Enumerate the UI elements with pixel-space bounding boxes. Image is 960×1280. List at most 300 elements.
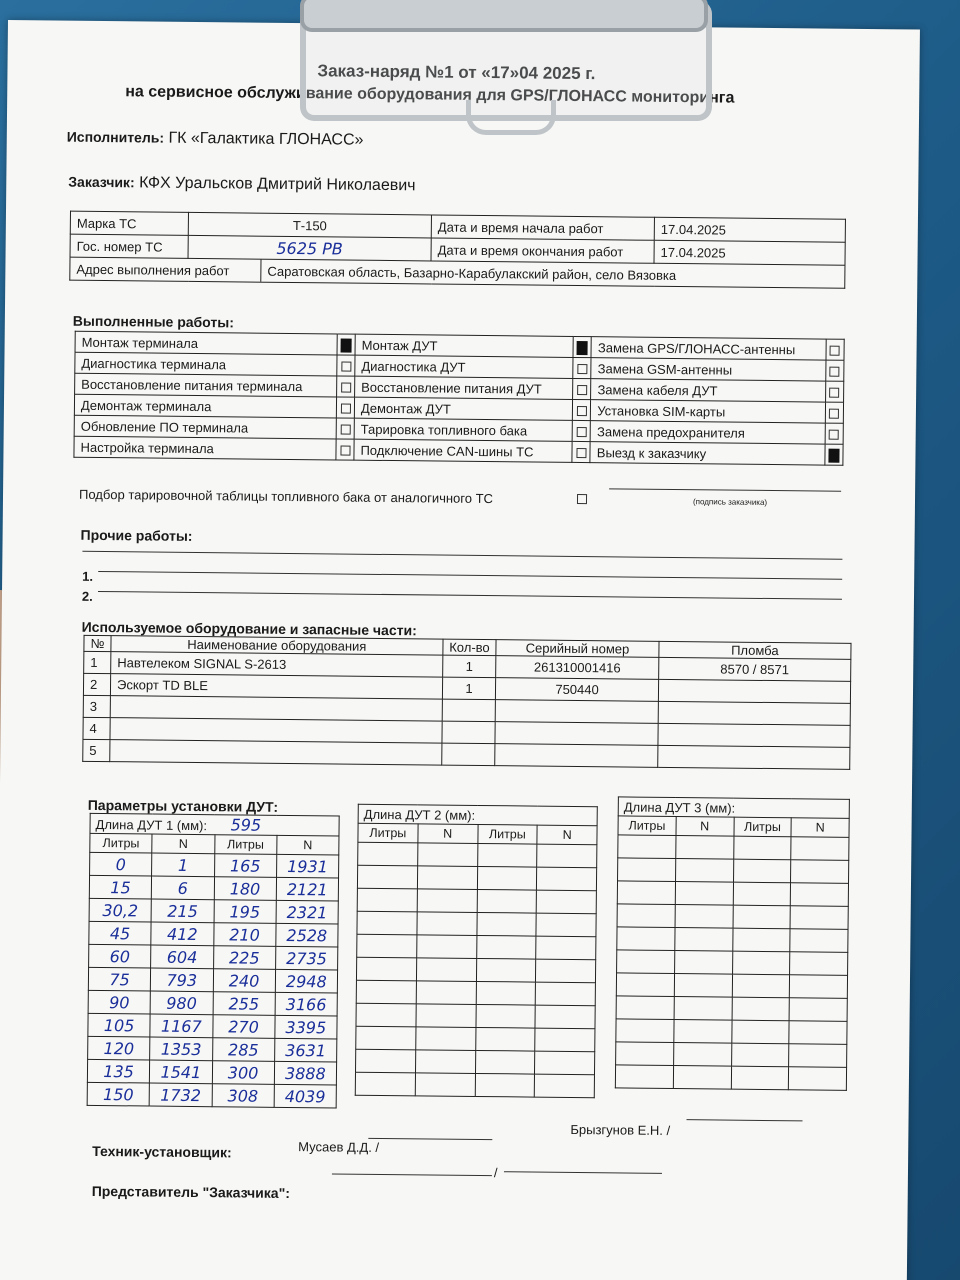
dut3-cell bbox=[731, 1066, 789, 1090]
dut1-cell: 270 bbox=[212, 1015, 274, 1039]
dut1-cell: 1 bbox=[152, 853, 214, 877]
equipment-cell: 261310001416 bbox=[496, 656, 659, 680]
work-item-label: Подключение CAN-шины ТС bbox=[360, 442, 534, 460]
equipment-cell bbox=[658, 679, 850, 703]
dut1-cell: 255 bbox=[213, 992, 275, 1016]
work-item-label: Восстановление питания ДУТ bbox=[361, 379, 542, 397]
equipment-cell: 3 bbox=[83, 695, 110, 717]
start-label: Дата и время начала работ bbox=[431, 215, 654, 240]
dut2-cell bbox=[535, 1074, 595, 1098]
works-table bbox=[73, 331, 844, 466]
dut2-col-n-2: N bbox=[537, 825, 597, 845]
clip-bar bbox=[300, 0, 708, 32]
dut3-cell bbox=[675, 859, 733, 883]
dut3-cell bbox=[617, 927, 675, 951]
work-item bbox=[591, 400, 826, 423]
work-checkbox-cell bbox=[825, 423, 843, 444]
work-item bbox=[75, 331, 337, 355]
dut1-row bbox=[89, 898, 338, 924]
dut2-cell bbox=[357, 888, 417, 912]
work-item-label: Замена кабеля ДУТ bbox=[597, 381, 718, 398]
dut1-cell: 150 bbox=[87, 1082, 149, 1106]
clip-tongue bbox=[466, 100, 556, 135]
equipment-column-header: Кол-во bbox=[443, 639, 497, 656]
dut3-row bbox=[617, 927, 848, 952]
dut3-cell bbox=[732, 951, 790, 975]
dut2-row bbox=[357, 888, 596, 914]
dut2-row bbox=[356, 1049, 595, 1075]
work-item bbox=[354, 397, 573, 420]
work-item bbox=[74, 415, 336, 439]
dut2-cell bbox=[536, 913, 596, 937]
end-label: Дата и время окончания работ bbox=[431, 238, 654, 263]
dut3-row bbox=[618, 858, 849, 883]
dut1-cell: 2948 bbox=[275, 969, 337, 993]
equipment-cell bbox=[495, 700, 658, 724]
dut2-cell bbox=[476, 935, 536, 959]
work-checkbox-cell bbox=[826, 339, 844, 360]
dut2-cell bbox=[476, 912, 536, 936]
dut3-cell bbox=[618, 835, 676, 859]
dut1-cell: 6 bbox=[152, 876, 214, 900]
work-item bbox=[355, 334, 574, 357]
work-item-label: Диагностика ДУТ bbox=[361, 358, 466, 375]
dut3-row bbox=[618, 835, 849, 860]
dut1-cell: 3888 bbox=[274, 1061, 336, 1085]
dut1-cell: 225 bbox=[213, 946, 275, 970]
checkbox-unchecked[interactable] bbox=[341, 362, 351, 372]
work-checkbox-cell bbox=[336, 439, 354, 460]
dut3-row bbox=[617, 881, 848, 906]
dut2-cell bbox=[475, 1073, 535, 1097]
dut1-row bbox=[88, 1036, 337, 1062]
dut2-cell bbox=[357, 911, 417, 935]
dut1-cell: 210 bbox=[213, 923, 275, 947]
customer-rep-label: Представитель "Заказчика": bbox=[91, 1182, 291, 1202]
dut3-col-n-2: N bbox=[791, 818, 849, 838]
work-item bbox=[355, 376, 574, 399]
dut2-cell bbox=[416, 958, 476, 982]
dut3-cell bbox=[731, 1043, 789, 1067]
dut2-row bbox=[356, 1003, 595, 1029]
dut1-label: Длина ДУТ 1 (мм): bbox=[95, 816, 208, 834]
dut2-cell bbox=[477, 866, 537, 890]
work-item-label: Замена GSM-антенны bbox=[597, 360, 733, 378]
technician-line bbox=[368, 1138, 492, 1140]
document-title: Заказ-наряд №1 от «17»04 2025 г. bbox=[317, 61, 596, 84]
dut1-caption bbox=[90, 813, 339, 836]
equipment-cell: 5 bbox=[83, 739, 110, 761]
dut2-row bbox=[357, 911, 596, 937]
customer-value: КФХ Уральсков Дмитрий Николаевич bbox=[139, 174, 416, 195]
dut1-cell: 300 bbox=[212, 1061, 274, 1085]
start-value: 17.04.2025 bbox=[654, 217, 845, 242]
dut3-cell bbox=[615, 1065, 673, 1089]
work-checkbox-cell bbox=[826, 360, 844, 381]
dut2-col-liters: Литры bbox=[358, 823, 418, 843]
signature-caption: (подпись заказчика) bbox=[692, 497, 768, 507]
dut3-cell bbox=[674, 997, 732, 1021]
dut2-cell bbox=[476, 981, 536, 1005]
dut1-row bbox=[89, 944, 338, 970]
checkbox-unchecked[interactable] bbox=[341, 383, 351, 393]
dut3-cell bbox=[790, 975, 848, 999]
dut2-col-n: N bbox=[418, 824, 478, 844]
dut2-row bbox=[356, 957, 595, 983]
tank-table-label: Подбор тарировочной таблицы топливного бака от аналогичного ТС bbox=[78, 486, 494, 507]
work-item bbox=[74, 436, 336, 460]
dut3-cell bbox=[789, 1044, 847, 1068]
work-item-label: Восстановление питания терминала bbox=[81, 376, 303, 394]
work-checkbox-cell bbox=[336, 397, 354, 418]
work-item bbox=[591, 379, 826, 402]
equipment-cell: 1 bbox=[442, 655, 496, 678]
dut3-cell bbox=[675, 928, 733, 952]
dut2-cell bbox=[416, 981, 476, 1005]
dut2-cell bbox=[536, 959, 596, 983]
dut3-cell bbox=[676, 836, 734, 860]
dut2-row bbox=[357, 934, 596, 960]
executor-row bbox=[67, 129, 364, 150]
second-signer-name: Брызгунов Е.Н. / bbox=[570, 1121, 671, 1138]
other-item-2: 2. bbox=[81, 588, 93, 604]
dut3-cell bbox=[733, 859, 791, 883]
dut2-cell bbox=[416, 935, 476, 959]
work-item-label: Замена GPS/ГЛОНАСС-антенны bbox=[597, 339, 796, 357]
equipment-column-header: Серийный номер bbox=[496, 640, 659, 658]
dut1-cell: 4039 bbox=[274, 1084, 336, 1108]
dut3-row bbox=[615, 1065, 846, 1090]
dut3-label: Длина ДУТ 3 (мм): bbox=[618, 797, 849, 818]
clipboard-clip bbox=[300, 0, 712, 121]
work-item-label: Демонтаж ДУТ bbox=[360, 400, 451, 417]
dut2-cell bbox=[358, 842, 418, 866]
dut3-cell bbox=[732, 997, 790, 1021]
address-value: Саратовская область, Базарно-Карабулакский район, село Вязовка bbox=[267, 263, 677, 283]
dut3-cell bbox=[618, 858, 676, 882]
work-checkbox-cell bbox=[825, 402, 843, 423]
work-item-label: Выезд к заказчику bbox=[596, 444, 707, 461]
dut3-cell bbox=[732, 974, 790, 998]
dut3-cell bbox=[617, 950, 675, 974]
dut1-cell: 3631 bbox=[274, 1038, 336, 1062]
tank-table-checkbox[interactable] bbox=[577, 494, 587, 504]
checkbox-unchecked[interactable] bbox=[829, 409, 839, 419]
dut3-row bbox=[616, 973, 847, 998]
dut3-cell bbox=[616, 996, 674, 1020]
customer-signature-line bbox=[609, 488, 841, 491]
checkbox-unchecked[interactable] bbox=[340, 446, 350, 456]
work-item bbox=[74, 394, 336, 418]
dut3-col-liters: Литры bbox=[618, 816, 676, 836]
plate-value: 5625 РВ bbox=[188, 235, 431, 261]
dut2-cell bbox=[475, 1027, 535, 1051]
dut2-cell bbox=[415, 1050, 475, 1074]
dut3-col-n: N bbox=[676, 817, 734, 837]
dut1-cell: 1167 bbox=[150, 1014, 212, 1038]
work-item bbox=[75, 373, 337, 397]
checkbox-unchecked[interactable] bbox=[340, 425, 350, 435]
dut1-cell: 105 bbox=[88, 1013, 150, 1037]
other-heading: Прочие работы: bbox=[80, 526, 193, 544]
dut1-cell: 1931 bbox=[276, 854, 338, 878]
dut3-cell bbox=[675, 905, 733, 929]
equipment-cell: 750440 bbox=[496, 678, 659, 702]
checkbox-unchecked[interactable] bbox=[829, 430, 839, 440]
dut2-cell bbox=[417, 912, 477, 936]
dut2-row bbox=[356, 980, 595, 1006]
dut3-cell bbox=[617, 881, 675, 905]
dut1-cell: 2121 bbox=[276, 877, 338, 901]
work-checkbox-cell bbox=[336, 418, 354, 439]
work-item-label: Настройка терминала bbox=[80, 439, 214, 456]
dut3-cell bbox=[789, 1021, 847, 1045]
work-item bbox=[590, 442, 825, 465]
dut1-row bbox=[88, 967, 337, 993]
work-item-label: Обновление ПО терминала bbox=[80, 418, 249, 436]
dut2-row bbox=[355, 1072, 594, 1098]
dut1-cell: 1541 bbox=[150, 1060, 212, 1084]
dut2-label: Длина ДУТ 2 (мм): bbox=[358, 804, 597, 826]
dut2-cell bbox=[356, 957, 416, 981]
plate-label: Гос. номер ТС bbox=[70, 234, 188, 258]
equipment-cell bbox=[442, 721, 496, 744]
dut1-cell: 285 bbox=[212, 1038, 274, 1062]
dut2-cell bbox=[356, 1049, 416, 1073]
dut3-cell bbox=[733, 836, 791, 860]
equipment-column-header: Пломба bbox=[659, 641, 851, 659]
checkbox-checked[interactable] bbox=[828, 448, 839, 462]
work-item bbox=[591, 337, 826, 360]
dut2-cell bbox=[475, 1050, 535, 1074]
dut1-row bbox=[87, 1059, 336, 1085]
dut3-cell bbox=[789, 1067, 847, 1091]
dut1-row bbox=[87, 1082, 336, 1108]
dut1-cell: 3166 bbox=[275, 992, 337, 1016]
dut1-table bbox=[87, 813, 340, 1109]
executor-label: Исполнитель: bbox=[66, 128, 165, 146]
checkbox-unchecked[interactable] bbox=[830, 367, 840, 377]
dut1-row bbox=[90, 852, 339, 878]
dut2-cell bbox=[477, 843, 537, 867]
work-item-label: Демонтаж терминала bbox=[80, 397, 212, 414]
dut3-cell bbox=[791, 860, 849, 884]
dut2-cell bbox=[475, 1004, 535, 1028]
dut3-cell bbox=[791, 883, 849, 907]
dut1-cell: 45 bbox=[89, 921, 151, 945]
brand-value: Т-150 bbox=[188, 212, 431, 238]
other-line-1 bbox=[98, 571, 842, 580]
equipment-cell bbox=[658, 701, 850, 725]
work-item bbox=[591, 358, 826, 381]
dut1-cell: 3395 bbox=[275, 1015, 337, 1039]
dut1-cell: 1353 bbox=[150, 1037, 212, 1061]
checkbox-unchecked[interactable] bbox=[577, 427, 587, 437]
dut2-cell bbox=[535, 1051, 595, 1075]
dut1-cell: 604 bbox=[151, 945, 213, 969]
checkbox-unchecked[interactable] bbox=[830, 388, 840, 398]
dut1-col-liters-2: Литры bbox=[214, 835, 276, 855]
dut1-cell: 793 bbox=[151, 968, 213, 992]
dut1-cell: 135 bbox=[87, 1059, 149, 1083]
dut2-cell bbox=[357, 934, 417, 958]
brand-label: Марка ТС bbox=[70, 211, 188, 235]
work-checkbox-cell bbox=[573, 336, 591, 357]
equipment-cell bbox=[110, 740, 442, 765]
checkbox-unchecked[interactable] bbox=[577, 385, 587, 395]
customer-rep-line-1 bbox=[332, 1173, 492, 1176]
dut2-table bbox=[355, 804, 598, 1098]
dut3-cell bbox=[673, 1043, 731, 1067]
dut2-cell bbox=[415, 1027, 475, 1051]
dut3-cell bbox=[733, 905, 791, 929]
dut3-cell bbox=[616, 1019, 674, 1043]
dut1-cell: 195 bbox=[214, 900, 276, 924]
equipment-cell: Эскорт TD BLE bbox=[110, 674, 442, 699]
dut1-cell: 15 bbox=[89, 875, 151, 899]
dut1-col-n: N bbox=[152, 834, 214, 854]
checkbox-checked[interactable] bbox=[341, 338, 352, 352]
checkbox-unchecked[interactable] bbox=[576, 448, 586, 458]
dut1-cell: 60 bbox=[89, 944, 151, 968]
work-item-label: Замена предохранителя bbox=[596, 423, 745, 441]
dut1-cell: 120 bbox=[88, 1036, 150, 1060]
dut3-row bbox=[616, 1019, 847, 1044]
document-subtitle: на сервисное обслуживание оборудования для GPS/ГЛОНАСС мониторинга bbox=[125, 83, 735, 107]
equipment-cell: 8570 / 8571 bbox=[658, 657, 850, 681]
work-item-label: Монтаж терминала bbox=[81, 334, 199, 351]
end-value: 17.04.2025 bbox=[654, 240, 845, 265]
equipment-cell bbox=[658, 723, 850, 747]
dut1-cell: 2528 bbox=[276, 923, 338, 947]
dut3-cell bbox=[674, 1020, 732, 1044]
dut3-cell bbox=[616, 1042, 674, 1066]
equipment-cell bbox=[495, 722, 658, 746]
equipment-cell: Навтелеком SIGNAL S-2613 bbox=[111, 652, 443, 677]
equipment-cell bbox=[495, 744, 658, 768]
dut3-cell bbox=[674, 951, 732, 975]
other-line-0 bbox=[82, 551, 842, 560]
vehicle-table bbox=[69, 211, 846, 289]
dut2-cell bbox=[417, 843, 477, 867]
dut1-col-liters: Литры bbox=[90, 833, 152, 853]
equipment-heading: Используемое оборудование и запасные части: bbox=[81, 618, 417, 639]
dut1-cell: 412 bbox=[151, 922, 213, 946]
work-item bbox=[354, 439, 573, 462]
equipment-cell: 2 bbox=[83, 673, 110, 695]
dut2-cell bbox=[536, 890, 596, 914]
work-checkbox-cell bbox=[572, 441, 590, 462]
work-item bbox=[590, 421, 825, 444]
work-item-label: Тарировка топливного бака bbox=[360, 421, 528, 438]
dut3-col-liters-2: Литры bbox=[733, 817, 791, 837]
work-checkbox-cell bbox=[573, 399, 591, 420]
dut2-cell bbox=[417, 866, 477, 890]
dut1-cell: 75 bbox=[88, 967, 150, 991]
customer-row bbox=[68, 174, 415, 196]
dut2-col-liters-2: Литры bbox=[477, 824, 537, 844]
dut1-row bbox=[88, 990, 337, 1016]
dut2-cell bbox=[357, 865, 417, 889]
dut3-row bbox=[617, 950, 848, 975]
dut3-cell bbox=[791, 837, 849, 861]
dut1-cell: 308 bbox=[212, 1084, 274, 1108]
checkbox-unchecked[interactable] bbox=[577, 364, 587, 374]
works-heading: Выполненные работы: bbox=[72, 312, 235, 331]
work-checkbox-cell bbox=[572, 420, 590, 441]
dut3-cell bbox=[675, 882, 733, 906]
dut1-cell: 30,2 bbox=[89, 898, 151, 922]
work-checkbox-cell bbox=[573, 378, 591, 399]
equipment-cell bbox=[442, 743, 496, 766]
customer-label: Заказчик: bbox=[68, 173, 135, 191]
checkbox-unchecked[interactable] bbox=[830, 346, 840, 356]
dut1-col-n-2: N bbox=[277, 835, 339, 855]
work-checkbox-cell bbox=[573, 357, 591, 378]
work-item-label: Диагностика терминала bbox=[81, 355, 227, 372]
dut1-cell: 980 bbox=[150, 991, 212, 1015]
work-item bbox=[354, 418, 573, 441]
dut3-cell bbox=[789, 998, 847, 1022]
dut2-cell bbox=[537, 844, 597, 868]
work-item bbox=[75, 352, 337, 376]
dut3-cell bbox=[617, 904, 675, 928]
dut3-cell bbox=[790, 929, 848, 953]
dut2-row bbox=[356, 1026, 595, 1052]
other-item-1: 1. bbox=[82, 568, 94, 584]
dut1-row bbox=[89, 921, 338, 947]
equipment-cell bbox=[658, 745, 850, 769]
equipment-table bbox=[82, 635, 851, 770]
dut3-row bbox=[616, 1042, 847, 1067]
work-checkbox-cell bbox=[337, 334, 355, 355]
work-checkbox-cell bbox=[337, 355, 355, 376]
dut3-cell bbox=[733, 882, 791, 906]
dut2-cell bbox=[476, 958, 536, 982]
equipment-cell: 1 bbox=[442, 677, 496, 700]
dut3-cell bbox=[732, 928, 790, 952]
equipment-cell bbox=[442, 699, 496, 722]
dut1-cell: 0 bbox=[90, 852, 152, 876]
checkbox-unchecked[interactable] bbox=[340, 404, 350, 414]
dut3-cell bbox=[674, 974, 732, 998]
dut3-table bbox=[615, 796, 850, 1090]
checkbox-checked[interactable] bbox=[577, 341, 588, 355]
dut2-row bbox=[358, 842, 597, 868]
dut1-row bbox=[89, 875, 338, 901]
dut2-cell bbox=[356, 980, 416, 1004]
dut2-cell bbox=[537, 867, 597, 891]
equipment-column-header: № bbox=[84, 635, 111, 651]
dut3-row bbox=[617, 904, 848, 929]
dut2-cell bbox=[415, 1073, 475, 1097]
work-checkbox-cell bbox=[825, 444, 843, 465]
executor-value: ГК «Галактика ГЛОНАСС» bbox=[168, 129, 364, 149]
second-signer-line bbox=[687, 1119, 803, 1121]
technician-label: Техник-установщик: bbox=[92, 1142, 232, 1161]
dut3-cell bbox=[790, 906, 848, 930]
work-item bbox=[355, 355, 574, 378]
dut3-cell bbox=[731, 1020, 789, 1044]
work-order-sheet bbox=[0, 20, 920, 1280]
customer-rep-slash: / bbox=[493, 1165, 498, 1181]
dut1-cell: 2321 bbox=[276, 900, 338, 924]
checkbox-unchecked[interactable] bbox=[577, 406, 587, 416]
dut1-cell: 90 bbox=[88, 990, 150, 1014]
dut1-cell: 240 bbox=[213, 969, 275, 993]
dut2-cell bbox=[417, 889, 477, 913]
dut2-cell bbox=[535, 982, 595, 1006]
